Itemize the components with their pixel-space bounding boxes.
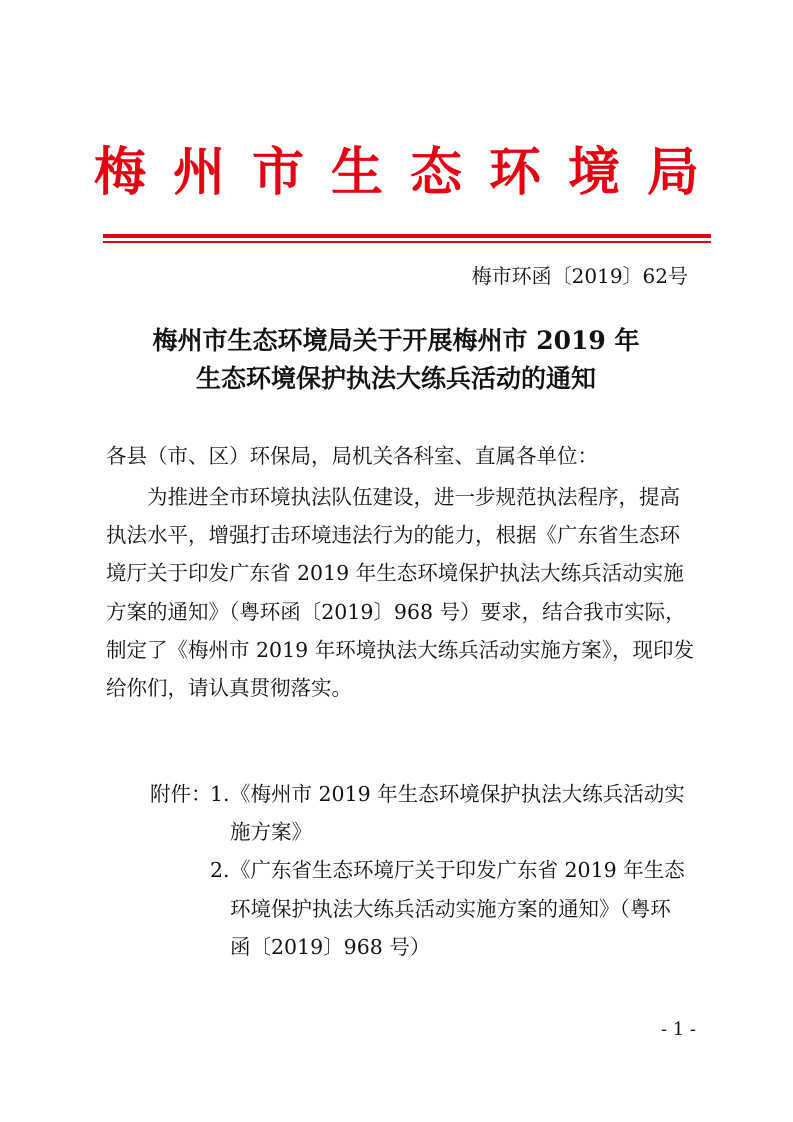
- body-line: 执法水平，增强打击环境违法行为的能力，根据《广东省生态环: [106, 523, 680, 548]
- body-line: 境厅关于印发广东省 2019 年生态环境保护执法大练兵活动实施: [106, 561, 684, 586]
- letterhead-rule-thin: [103, 241, 711, 243]
- document-title-line: 生态环境保护执法大练兵活动的通知: [195, 364, 596, 393]
- document-title-line: 梅州市生态环境局关于开展梅州市 2019 年: [152, 326, 640, 355]
- page-number: - 1 -: [660, 1019, 696, 1040]
- attachment-item: [150, 775, 710, 813]
- salutation: 各县（市、区）环保局，局机关各科室、直属各单位：: [106, 444, 598, 468]
- attachment-line: 环境保护执法大练兵活动实施方案的通知》（粤环: [230, 896, 671, 921]
- attachment-item: [150, 851, 710, 889]
- attachment-line: 函〔2019〕968 号）: [230, 934, 431, 959]
- body-line: 为推进全市环境执法队伍建设，进一步规范执法程序，提高: [147, 485, 680, 509]
- body-line: 制定了《梅州市 2019 年环境执法大练兵活动实施方案》，现印发: [106, 637, 694, 662]
- letterhead-rule-thick: [103, 234, 711, 238]
- attachment-number: 2.: [210, 858, 230, 883]
- attachments-label: 附件：: [150, 782, 212, 806]
- body-paragraph: [106, 478, 694, 707]
- document-title: [106, 322, 686, 398]
- body-line: 给你们，请认真贯彻落实。: [106, 676, 352, 701]
- attachment-line: 《梅州市 2019 年生态环境保护执法大练兵活动实: [230, 782, 685, 806]
- attachment-number: 1.: [210, 782, 230, 806]
- attachments-section: [150, 775, 710, 966]
- body-line: 方案的通知》（粤环函〔2019〕968 号）要求，结合我市实际，: [106, 599, 686, 624]
- attachment-line: 施方案》: [230, 820, 312, 845]
- letterhead-org-name: 梅州市生态环境局: [93, 142, 726, 203]
- document-number: 梅市环函〔2019〕62号: [471, 264, 688, 288]
- attachment-line: 《广东省生态环境厅关于印发广东省 2019 年生态: [230, 858, 685, 883]
